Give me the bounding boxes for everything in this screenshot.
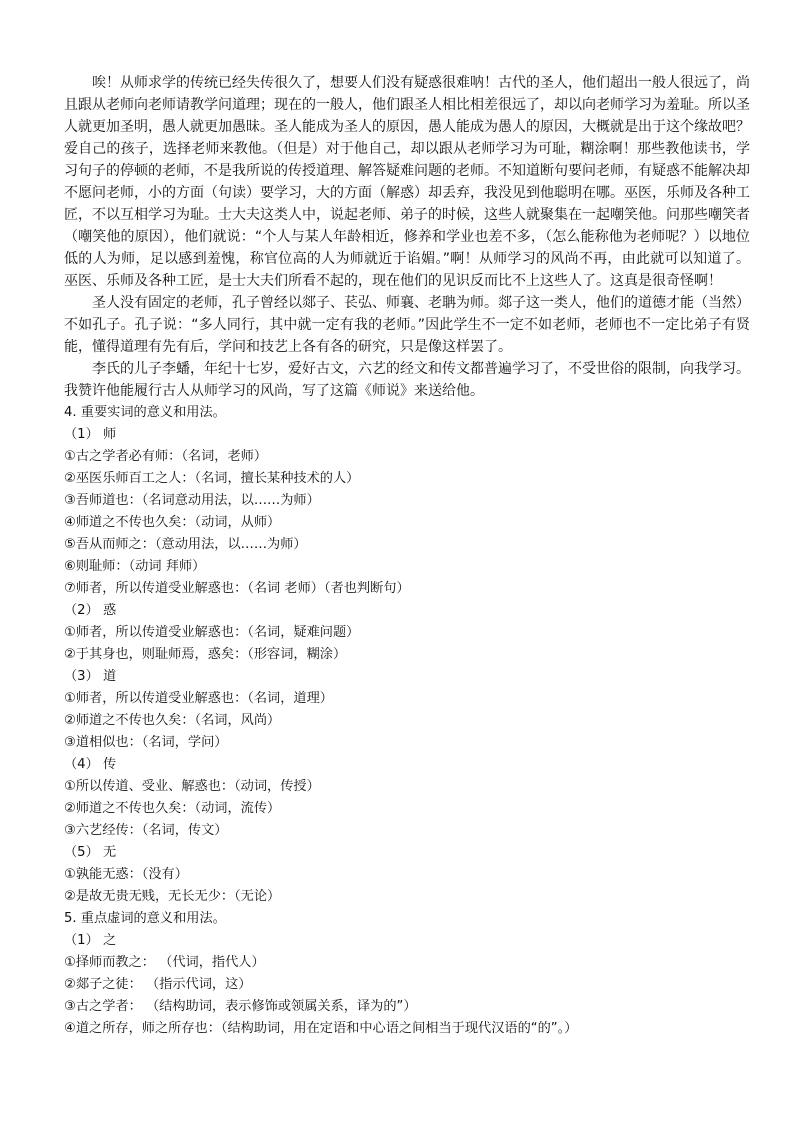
section-5 — [64, 908, 750, 1040]
group-zhi — [64, 930, 750, 1040]
list-item: ②于其身也，则耻师焉，惑矣：（形容词，糊涂） — [64, 647, 347, 662]
section-4 — [64, 402, 750, 908]
paragraph-1: 唉！从师求学的传统已经失传很久了，想要人们没有疑惑很难呐！古代的圣人，他们超出一般人很远了，尚且跟从老师向老师请教学问道理；现在的一般人，他们跟圣人相比相差很远了，却以向老师学习为羞耻。所以圣人就更加圣明，愚人就更加愚昧。圣人能成为圣人的原因，愚人能成为愚人的原因，大概就是出于这个缘故吧？爱自己的孩子，选择老师来教他。（但是）对于他自己，却以跟从老师学习为可耻，糊涂啊！那些教他读书，学习句子的停顿的老师，不是我所说的传授道理、解答疑难问题的老师。不知道断句要问老师，有疑惑不能解决却不愿问老师，小的方面（句读）要学习，大的方面（解惑）却丢弃，我没见到他聪明在哪。巫医，乐师及各种工匠，不以互相学习为耻。士大夫这类人中，说起老师、弟子的时候，这些人就聚集在一起嘲笑他。问那些嘲笑者（嘲笑他的原因），他们就说：“个人与某人年龄相近，修养和学业也差不多，（怎么能称他为老师呢？）以地位低的人为师，足以感到羞愧，称官位高的人为师就近于谄媚。”啊！从师学习的风尚不再，由此就可以知道了。巫医、乐师及各种工匠，是士大夫们所看不起的，现在他们的见识反而比不上这些人了。这真是很奇怪啊！ — [64, 75, 750, 289]
list-item: ⑤吾从而师之：（意动用法，以……为师） — [64, 537, 307, 552]
list-item: ②巫医乐师百工之人：（名词，擅长某种技术的人） — [64, 471, 360, 486]
list-item: ④道之所存，师之所存也：（结构助词，用在定语和中心语之间相当于现代汉语的“的”。） — [64, 1021, 578, 1036]
list-item: ⑥则耻师：（动词 拜师） — [64, 559, 206, 574]
group-label: （3） 道 — [64, 669, 117, 684]
paragraph-2: 圣人没有固定的老师，孔子曾经以郯子、苌弘、师襄、老聃为师。郯子这一类人，他们的道德才能（当然）不如孔子。孔子说：“多人同行，其中就一定有我的老师。”因此学生不一定不如老师，老师也不一定比弟子有贤能，懂得道理有先有后，学问和技艺上各有各的研究，只是像这样罢了。 — [64, 295, 750, 355]
group-wu — [64, 842, 750, 908]
list-item: ⑦师者，所以传道受业解惑也：（名词 老师）（者也判断句） — [64, 581, 410, 596]
group-dao — [64, 666, 750, 754]
list-item: ①师者，所以传道受业解惑也：（名词，疑难问题） — [64, 625, 360, 640]
group-label: （1） 之 — [64, 933, 117, 948]
section-5-heading: 5. 重点虚词的意义和用法。 — [64, 911, 226, 926]
group-label: （2） 惑 — [64, 603, 117, 618]
list-item: ②师道之不传也久矣：（名词，风尚） — [64, 713, 281, 728]
list-item: ①孰能无惑：（没有） — [64, 867, 188, 882]
group-label: （5） 无 — [64, 845, 117, 860]
list-item: ②师道之不传也久矣：（动词，流传） — [64, 801, 281, 816]
list-item: ③古之学者： （结构助词，表示修饰或领属关系，译为的”） — [64, 999, 417, 1014]
list-item: ②郯子之徒： （指示代词，这） — [64, 977, 252, 992]
group-label: （1） 师 — [64, 427, 117, 442]
section-4-heading: 4. 重要实词的意义和用法。 — [64, 405, 226, 420]
list-item: ①古之学者必有师：（名词，老师） — [64, 449, 268, 464]
group-shi — [64, 424, 750, 600]
paragraph-3: 李氏的儿子李蟠，年纪十七岁，爱好古文，六艺的经文和传文都普遍学习了，不受世俗的限制，向我学习。我赞许他能履行古人从师学习的风尚，写了这篇《师说》来送给他。 — [64, 361, 750, 399]
list-item: ③道相似也：（名词，学问） — [64, 735, 228, 750]
list-item: ④师道之不传也久矣：（动词，从师） — [64, 515, 281, 530]
list-item: ③六艺经传：（名词，传文） — [64, 823, 228, 838]
document-page — [64, 72, 750, 1040]
list-item: ③吾师道也：（名词意动用法，以……为师） — [64, 493, 320, 508]
group-label: （4） 传 — [64, 757, 117, 772]
list-item: ②是故无贵无贱，无长无少：（无论） — [64, 889, 281, 904]
group-huo — [64, 600, 750, 666]
list-item: ①师者，所以传道受业解惑也：（名词，道理） — [64, 691, 333, 706]
group-chuan — [64, 754, 750, 842]
list-item: ①择师而教之： （代词，指代人） — [64, 955, 265, 970]
list-item: ①所以传道、受业、解惑也：（动词，传授） — [64, 779, 320, 794]
